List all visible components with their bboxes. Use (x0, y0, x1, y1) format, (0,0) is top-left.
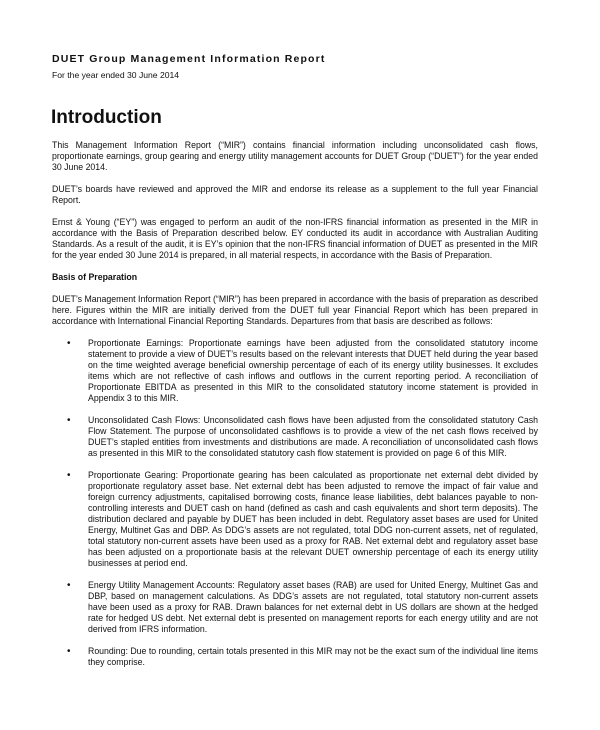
intro-paragraph-2: DUET’s boards have reviewed and approved the MIR and endorse its release as a supplement to the full year Financial Report. (52, 184, 538, 205)
bullet-unconsolidated-cash-flows (52, 415, 538, 459)
bullet-icon: • (67, 415, 71, 426)
intro-paragraph-3: Ernst & Young (“EY”) was engaged to perform an audit of the non-IFRS financial information as presented in the MIR in accordance with the Basis of Preparation described below. EY conducted its audit in accordance with Australian Auditing Standards. As a result of the audit, it is EY’s opinion that the non-IFRS financial information of DUET as presented in the MIR for the year ended 30 June 2014 is prepared, in all material respects, in accordance with the Basis of Preparation. (52, 217, 538, 260)
basis-of-preparation-paragraph: DUET’s Management Information Report (“MIR”) has been prepared in accordance with the basis of preparation as described here. Figures within the MIR are initially derived from the DUET full year Financial Report which has been prepared in accordance with International Financial Reporting Standards. Departures from that basis are described as follows: (52, 294, 538, 326)
bullet-icon: • (67, 470, 71, 481)
basis-of-preparation-heading: Basis of Preparation (52, 272, 138, 282)
report-title: DUET Group Management Information Report (52, 53, 326, 65)
bullet-energy-utility-accounts (52, 580, 538, 635)
report-subtitle: For the year ended 30 June 2014 (52, 70, 180, 80)
section-heading-introduction: Introduction (51, 107, 162, 128)
bullet-text: Unconsolidated Cash Flows: Unconsolidated cash flows have been adjusted from the consolidated statutory Cash Flow Statement. The purpose of unconsolidated cashflows is to provide a view of the net cash flows received by DUET’s stapled entities from investments and distributions are made. A reconciliation of unconsolidated cash flows as presented in this MIR to the consolidated statutory cash flow statement is provided on page 6 of this MIR. (88, 415, 538, 458)
bullet-text: Rounding: Due to rounding, certain totals presented in this MIR may not be the exact sum of the individual line items they comprise. (88, 646, 538, 667)
bullet-proportionate-gearing (52, 470, 538, 569)
bullet-text: Energy Utility Management Accounts: Regulatory asset bases (RAB) are used for United Energy, Multinet Gas and DBP, based on management calculations. As DDG’s assets are not regulated, total statutory non-current assets have been used as a proxy for RAB. Drawn balances for net external debt in US dollars are shown at the hedged rate for hedged US debt. Net external debt is presented on management reports for each energy utility and are not derived from IFRS information. (88, 580, 538, 634)
bullet-proportionate-earnings (52, 338, 538, 404)
intro-paragraph-1: This Management Information Report (“MIR”) contains financial information including unconsolidated cash flows, proportionate earnings, group gearing and energy utility management accounts for DUET Group (“DUET”) for the year ended 30 June 2014. (52, 140, 538, 172)
bullet-text: Proportionate Earnings: Proportionate earnings have been adjusted from the consolidated statutory income statement to provide a view of DUET’s results based on the relevant interests that DUET held during the year based on the time weighted average beneficial ownership percentage of each of its energy utility businesses. It excludes items which are not reflective of cash inflows and outflows in the current reporting period. A reconciliation of Proportionate EBITDA as presented in this MIR to the consolidated statutory income statement is provided in Appendix 3 to this MIR. (88, 338, 538, 403)
bullet-rounding (52, 646, 538, 668)
document-body (52, 140, 538, 679)
bullet-text: Proportionate Gearing: Proportionate gearing has been calculated as proportionate net external debt divided by proportionate regulatory asset base. Net external debt has been adjusted to remove the impact of fair value and foreign currency adjustments, capitalised borrowing costs, finance lease liabilities, debt balances payable to non-controlling interests and DUET cash on hand (defined as cash and cash equivalents and short term deposits). The distribution declared and payable by DUET has been included in debt. Regulatory asset bases are used for United Energy, Multinet Gas and DBP. As DDG’s assets are not regulated, total DDG non-current assets, net of regulated, total statutory non-current assets have been used as a proxy for RAB. Net external debt and regulatory asset base has been adjusted on a proportionate basis at the relevant DUET ownership percentage of each its energy utility businesses at period end. (88, 470, 538, 568)
bullet-icon: • (67, 580, 71, 591)
basis-bullet-list (52, 338, 538, 668)
bullet-icon: • (67, 338, 71, 349)
bullet-icon: • (67, 646, 71, 657)
